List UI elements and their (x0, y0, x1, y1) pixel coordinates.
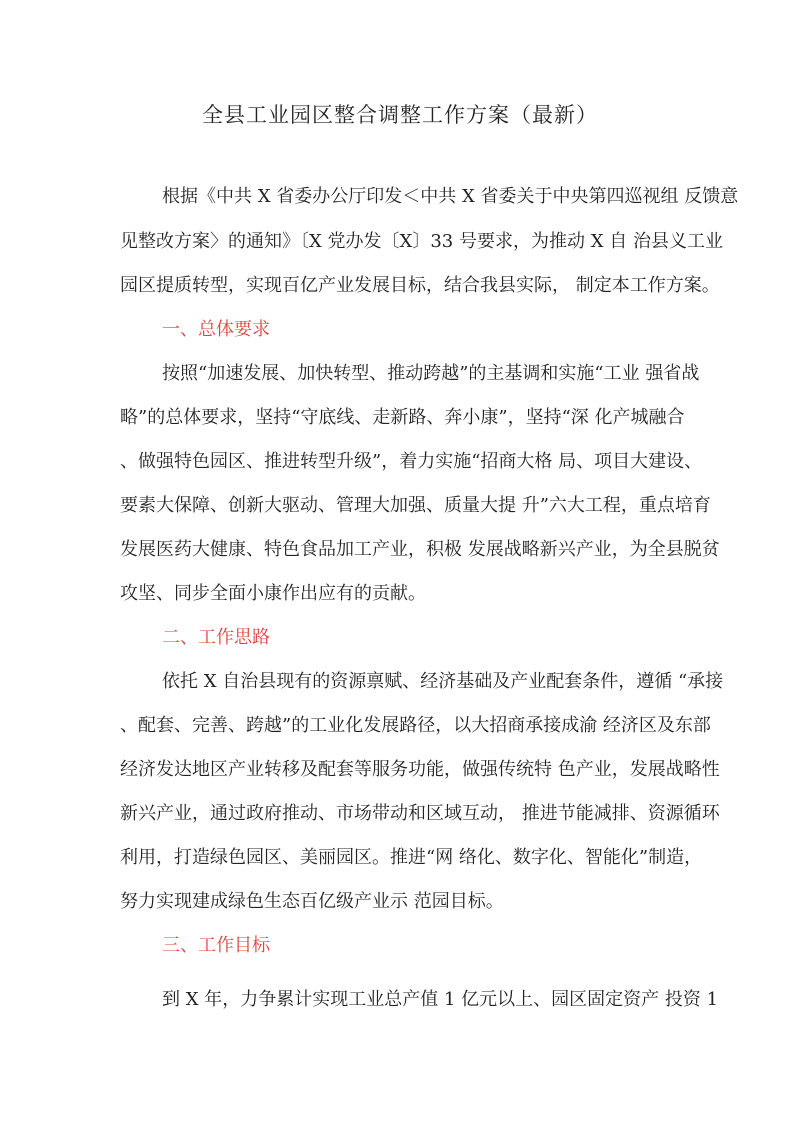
section-1-line-6: 攻坚、同步全面小康作出应有的贡献。 (120, 583, 426, 604)
intro-line-3: 园区提质转型，实现百亿产业发展目标，结合我县实际， 制定本工作方案。 (120, 275, 720, 296)
section-heading-1: 一、总体要求 (162, 319, 270, 340)
intro-line-2: 见整改方案〉的通知》〔X 党办发〔X〕33 号要求，为推动 X 自 治县义工业 (120, 231, 723, 252)
section-heading-2: 二、工作思路 (162, 627, 270, 648)
section-heading-3: 三、工作目标 (162, 935, 270, 956)
section-2-line-4: 新兴产业，通过政府推动、市场带动和区域互动， 推进节能减排、资源循环 (120, 803, 720, 824)
section-1-line-2: 略”的总体要求，坚持“守底线、走新路、奔小康”，坚持“深 化产城融合 (120, 407, 685, 428)
section-1-line-1: 按照“加速发展、加快转型、推动跨越”的主基调和实施“工业 强省战 (162, 363, 700, 384)
section-2-line-3: 经济发达地区产业转移及配套等服务功能，做强传统特 色产业，发展战略性 (120, 759, 720, 780)
section-1-line-5: 发展医药大健康、特色食品加工产业，积极 发展战略新兴产业，为全县脱贫 (120, 539, 720, 560)
section-2-line-6: 努力实现建成绿色生态百亿级产业示 范园目标。 (120, 891, 504, 912)
section-3-line-1: 到 X 年，力争累计实现工业总产值 1 亿元以上、园区固定资产 投资 1 (162, 989, 719, 1010)
section-2-line-5: 利用，打造绿色园区、美丽园区。推进“网 络化、数字化、智能化”制造， (120, 847, 703, 868)
section-1-line-3: 、做强特色园区、推进转型升级”，着力实施“招商大格 局、项目大建设、 (120, 451, 703, 472)
section-1-line-4: 要素大保障、创新大驱动、管理大加强、质量大提 升”六大工程，重点培育 (120, 495, 711, 516)
section-2-line-2: 、配套、完善、跨越”的工业化发展路径，以大招商承接成渝 经济区及东部 (120, 715, 711, 736)
document-title: 全县工业园区整合调整工作方案（最新） (202, 103, 598, 127)
intro-line-1: 根据《中共 X 省委办公厅印发＜中共 X 省委关于中央第四巡视组 反馈意 (162, 186, 739, 207)
section-2-line-1: 依托 X 自治县现有的资源禀赋、经济基础及产业配套条件，遵循 “承接 (162, 671, 724, 692)
